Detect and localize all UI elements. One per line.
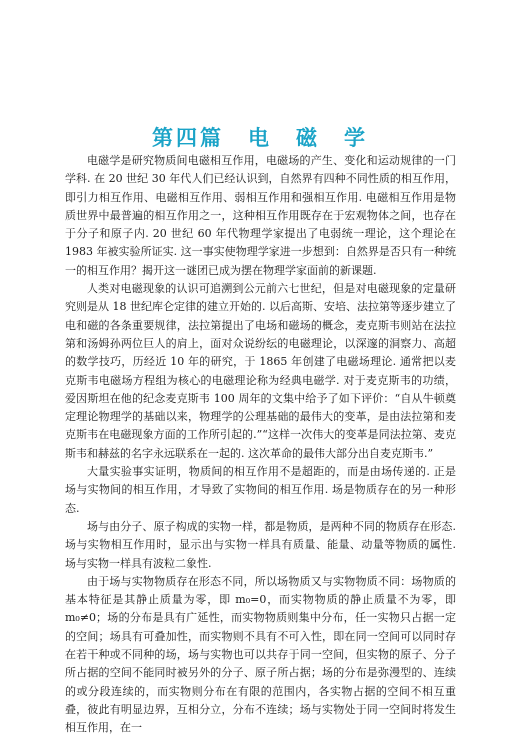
paragraph: 电磁学是研究物质间电磁相互作用，电磁场的产生、变化和运动规律的一门学科. 在 20 世纪 30 年代人们已经认识到，自然界有四种不同性质的相互作用，即引力相互作用、电磁相互作用、弱相互作用和强相互作用. 电磁相互作用是物质世界中最普遍的相互作用之一，这种相互作用既存在于宏观物体之间，也存在于分子和原子内. 20 世纪 60 年代物理学家提出了电弱统一理论，这个理论在 1983 年被实验所证实. 这一事实使物理学家进一步想到：自然界是否只有一种统一的相互作用？揭开这一谜团已成为摆在物理学家面前的新课题.: [65, 154, 456, 277]
body-text: [65, 152, 456, 738]
paragraph: 场与由分子、原子构成的实物一样，都是物质，是两种不同的物质存在形态. 场与实物相互作用时，显示出与实物一样具有质量、能量、动量等物质的属性. 场与实物一样具有波粒二象性.: [65, 519, 456, 570]
chapter-title: 第四篇 电 磁 学: [152, 126, 368, 150]
paragraph: 大量实验事实证明，物质间的相互作用不是超距的，而是由场传递的. 正是场与实物间的相互作用，才导致了实物间的相互作用. 场是物质存在的另一种形态.: [65, 465, 456, 515]
paragraph: 人类对电磁现象的认识可追溯到公元前六七世纪，但是对电磁现象的定量研究则是从 18 世纪库仑定律的建立开始的. 以后高斯、安培、法拉第等逐步建立了电和磁的各条重要规律，法拉第提出了电场和磁场的概念，麦克斯韦则站在法拉第和汤姆孙两位巨人的肩上，面对众说纷纭的电磁理论，以深邃的洞察力、高超的数学技巧，历经近 10 年的研究，于 1865 年创建了电磁场理论. 通常把以麦克斯韦电磁场方程组为核心的电磁理论称为经典电磁学. 对于麦克斯韦的功绩，爱因斯坦在他的纪念麦克斯韦 100 周年的文集中给予了如下评价：“自从牛顿奠定理论物理学的基础以来，物理学的公理基础的最伟大的变革，是由法拉第和麦克斯韦在电磁现象方面的工作所引起的.”“这样一次伟大的变革是同法拉第、麦克斯韦和赫兹的名字永远联系在一起的. 这次革命的最伟大部分出自麦克斯韦.”: [65, 282, 456, 460]
paragraph: 由于场与实物物质存在形态不同，所以场物质又与实物物质不同：场物质的基本特征是其静止质量为零，即 m₀=0，而实物物质的静止质量不为零，即 m₀≠0；场的分布是具有广延性，而实物物质则集中分布，任一实物只占据一定的空间；场具有可叠加性，而实物则不具有不可入性，即在同一空间可以同时存在若干种或不同种的场，场与实物也可以共存于同一空间，但实物的原子、分子所占据的空间不能同时被另外的分子、原子所占据；场的分布是弥漫型的、连续的或分段连续的，而实物则分布在有限的范围内，各实物占据的空间不相互重叠，彼此有明显边界，互相分立，分布不连续；场与实物处于同一空间时将发生相互作用，在一: [65, 574, 456, 735]
